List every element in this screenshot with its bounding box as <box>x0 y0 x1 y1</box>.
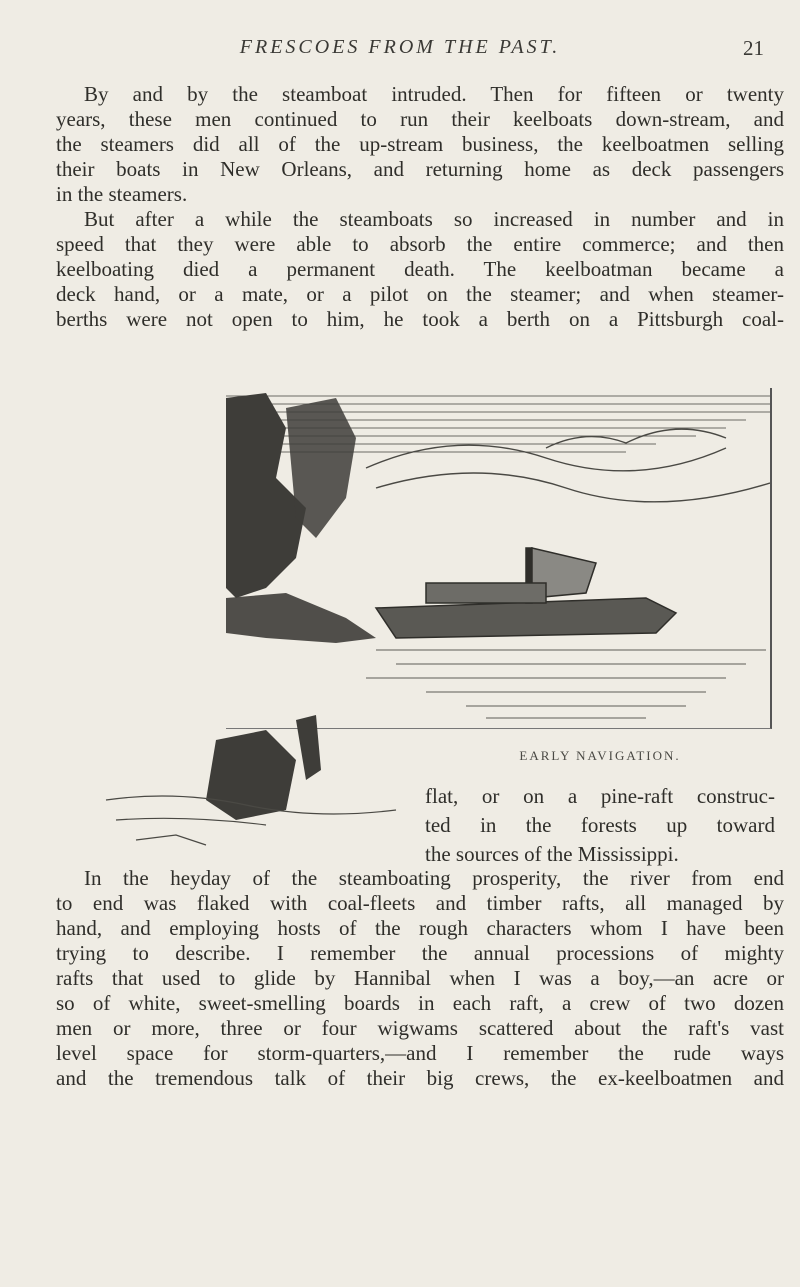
text-line: level space for storm-quarters,—and I remember the rude ways <box>56 1041 784 1065</box>
text-line: flat, or on a pine-raft construc- <box>425 784 775 808</box>
text-line: so of white, sweet-smelling boards in each raft, a crew of two dozen <box>56 991 784 1015</box>
hill-lines <box>366 429 770 502</box>
text-line: men or more, three or four wigwams scattered about the raft's vast <box>56 1016 784 1040</box>
engraving-foreground <box>96 700 406 860</box>
text-line: in the steamers. <box>56 182 188 206</box>
text-line: But after a while the steamboats so increased in number and in <box>84 207 784 231</box>
paragraph-1 <box>56 82 784 207</box>
text-line: deck hand, or a mate, or a pilot on the steamer; and when steamer- <box>56 282 784 306</box>
illustration-caption: EARLY NAVIGATION. <box>519 748 681 763</box>
running-title: FRESCOES FROM THE PAST. <box>239 36 561 58</box>
text-line: years, these men continued to run their keelboats down-stream, and <box>56 107 784 131</box>
paragraph-2 <box>56 207 784 332</box>
running-head <box>0 36 800 66</box>
text-line: hand, and employing hosts of the rough characters whom I have been <box>56 916 784 940</box>
text-line: their boats in New Orleans, and returning home as deck passengers <box>56 157 784 181</box>
text-line: By and by the steamboat intruded. Then for fifteen or twenty <box>84 82 784 106</box>
text-line: ted in the forests up toward <box>425 813 775 837</box>
text-line: trying to describe. I remember the annual processions of mighty <box>56 941 784 965</box>
page-number: 21 <box>743 36 764 60</box>
text-line: speed that they were able to absorb the entire commerce; and then <box>56 232 784 256</box>
wrapped-text <box>425 782 775 869</box>
text-line: to end was flaked with coal-fleets and timber rafts, all managed by <box>56 891 784 915</box>
text-line: and the tremendous talk of their big crews, the ex-keelboatmen and <box>56 1066 784 1090</box>
paragraph-3 <box>56 866 784 1091</box>
text-line: keelboating died a permanent death. The keelboatman became a <box>56 257 784 281</box>
tree-cluster <box>226 393 376 643</box>
keelboat <box>376 548 676 638</box>
text-line: the sources of the Mississippi. <box>425 842 679 866</box>
text-line: the steamers did all of the up-stream business, the keelboatmen selling <box>56 132 784 156</box>
shoreline-vegetation <box>206 715 321 820</box>
water-lines <box>366 650 766 718</box>
text-line: In the heyday of the steamboating prosperity, the river from end <box>84 866 784 890</box>
text-line: rafts that used to glide by Hannibal when I was a boy,—an acre or <box>56 966 784 990</box>
text-line: berths were not open to him, he took a berth on a Pittsburgh coal- <box>56 307 784 331</box>
engraving-illustration <box>226 388 772 729</box>
